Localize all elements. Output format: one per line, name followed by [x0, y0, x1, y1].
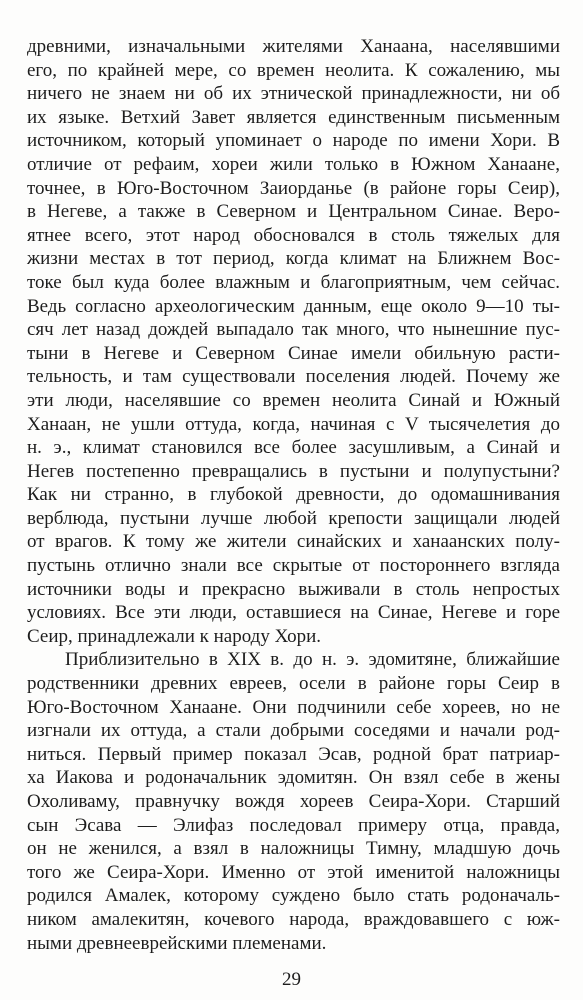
text-line: пустынь отлично знали все скрытые от постороннего взгляда [27, 555, 560, 577]
text-line: сяч лет назад дождей выпадало так много, что нынешние пус- [27, 319, 560, 341]
text-line: древними, изначальными жителями Ханаана, населявшими [27, 36, 560, 57]
text-line: токе был куда более влажным и благоприятным, чем сейчас. [27, 271, 560, 293]
text-line: Охоливаму, правнучку вождя хореев Сеира-Хори. Старший [27, 791, 560, 812]
text-line: его, по крайней мере, со времен неолита. К сожалению, мы [27, 59, 560, 81]
text-line: Юго-Восточном Ханаане. Они подчинили себе хореев, но не [27, 696, 560, 718]
text-line: Ведь согласно археологическим данным, еще около 9—10 ты- [27, 295, 560, 317]
text-line: н. э., климат становился все более засушливым, а Синай и [27, 437, 560, 459]
text-line: ха Иакова и родоначальник эдомитян. Он взял себе в жены [27, 767, 560, 789]
text-line: их языке. Ветхий Завет является единственным письменным [27, 106, 560, 128]
text-line: изгнали их оттуда, а стали добрыми соседями и начали род- [27, 720, 560, 742]
text-line: источники воды и прекрасно выживали в столь непростых [27, 578, 560, 600]
text-line: тыни в Негеве и Северном Синае имели обильную расти- [27, 342, 560, 364]
text-line: в Негеве, а также в Северном и Центральном Синае. Веро- [27, 201, 560, 223]
text-line: Как ни странно, в глубокой древности, до одомашнивания [27, 484, 560, 506]
page-number: 29 [282, 969, 301, 990]
text-line: точнее, в Юго-Восточном Заиорданье (в районе горы Сеир), [27, 177, 560, 199]
text-line: ниться. Первый пример показал Эсав, родной брат патриар- [27, 743, 560, 765]
text-line: Ханаан, не ушли оттуда, когда, начиная с V тысячелетия до [27, 413, 560, 435]
paragraph [27, 35, 560, 648]
text-line: того же Сеира-Хори. Именно от этой именитой наложницы [27, 861, 560, 883]
text-line: отличие от рефаим, хореи жили только в Южном Ханаане, [27, 153, 560, 175]
text-line: ятнее всего, этот народ обосновался в столь тяжелых для [27, 224, 560, 246]
text-line: ными древнееврейскими племенами. [27, 932, 327, 954]
text-line: сын Эсава — Элифаз последовал примеру отца, правда, [27, 814, 560, 836]
text-line: родственники древних евреев, осели в районе горы Сеир в [27, 673, 560, 695]
body-text [27, 35, 560, 955]
text-line: эти люди, населявшие со времен неолита Синай и Южный [27, 389, 560, 411]
text-line: условиях. Все эти люди, оставшиеся на Синае, Негеве и горе [27, 602, 560, 624]
text-line: тельность, и там существовали поселения людей. Почему же [27, 366, 560, 388]
text-line: ничего не знаем ни об их этнической принадлежности, ни об [27, 83, 560, 105]
text-line: от врагов. К тому же жители синайских и ханаанских полу- [27, 531, 560, 553]
paragraph [27, 648, 560, 955]
text-line: жизни местах в тот период, когда климат на Ближнем Вос- [27, 248, 560, 270]
text-line: родился Амалек, которому суждено было стать родоначаль- [27, 885, 560, 907]
text-line: источником, который упоминает о народе по имени Хори. В [27, 130, 560, 152]
text-line: Негев постепенно превращались в пустыни и полупустыни? [27, 460, 560, 482]
text-line: верблюда, пустыни лучше любой крепости защищали людей [27, 507, 560, 529]
text-line: Сеир, принадлежали к народу Хори. [27, 625, 322, 647]
text-line: он не женился, а взял в наложницы Тимну, младшую дочь [27, 838, 560, 860]
text-line: Приблизительно в XIX в. до н. э. эдомитяне, ближайшие [65, 649, 560, 671]
text-line: ником амалекитян, кочевого народа, враждовавшего с юж- [27, 908, 560, 930]
